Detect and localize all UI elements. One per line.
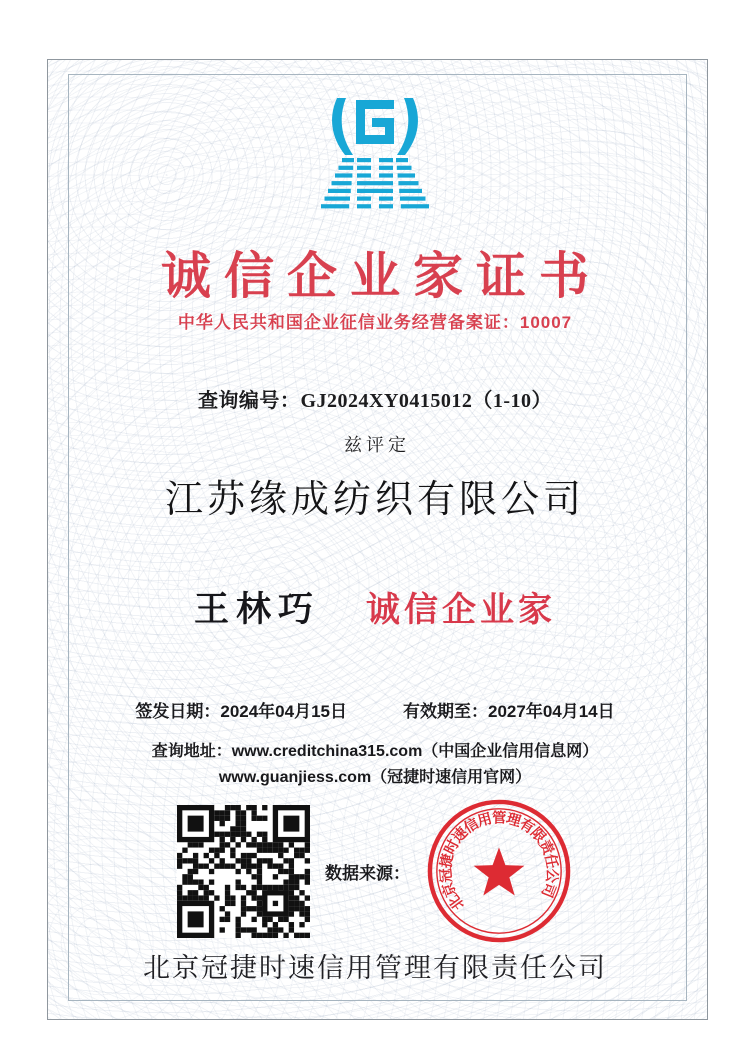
qr-code-icon [177, 805, 310, 938]
person-name: 王林巧 [193, 590, 320, 629]
company-name: 江苏缘成纺织有限公司 [164, 479, 585, 521]
query-url-1: www.creditchina315.com（中国企业信用信息网） [231, 743, 599, 760]
seal-text: 北京冠捷时速信用管理有限责任公司 [438, 810, 560, 913]
honor-title: 诚信企业家 [366, 592, 556, 629]
awardee-row [0, 582, 750, 632]
data-source-label: 数据来源： [325, 863, 410, 883]
hereby-text: 兹评定 [344, 435, 410, 455]
query-address-label: 查询地址： [151, 743, 232, 760]
certificate-title: 诚信企业家证书 [161, 248, 602, 304]
red-star-icon [474, 847, 525, 895]
dates-row [0, 697, 750, 722]
query-number-line [0, 384, 750, 413]
query-number-value: GJ2024XY0415012（1-10） [300, 390, 553, 412]
registration-line: 中华人民共和国企业征信业务经营备案证：10007 [177, 313, 573, 332]
valid-until: 有效期至：2027年04月14日 [403, 702, 615, 721]
issuer-company-name: 北京冠捷时速信用管理有限责任公司 [143, 953, 607, 983]
issue-date: 签发日期：2024年04月15日 [135, 702, 347, 721]
query-address-line2 [0, 764, 750, 787]
query-address-line1 [0, 738, 750, 761]
query-url-2: www.guanjiess.com（冠捷时速信用官网） [218, 769, 532, 786]
red-company-seal-icon [425, 797, 573, 945]
logo-row [0, 98, 750, 218]
query-number-label: 查询编号： [197, 390, 301, 412]
data-source-row [0, 796, 750, 946]
gh-monogram-logo-icon [312, 98, 438, 218]
